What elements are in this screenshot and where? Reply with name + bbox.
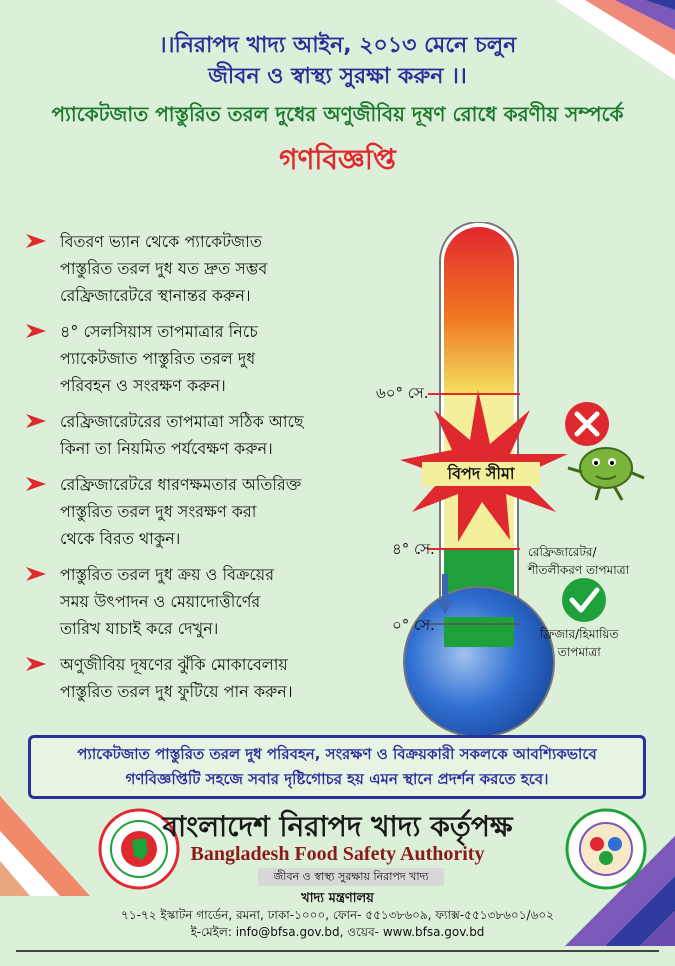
instruction-item [26,651,376,705]
instruction-line: ৪° সেলসিয়াস তাপমাত্রার নিচে [60,322,258,341]
ministry-name: খাদ্য মন্ত্রণালয় [301,891,374,906]
bullet-arrow-icon [26,477,46,491]
fridge-temp-label: রেফ্রিজারেটর/ শীতলীকরণ তাপমাত্রা [528,545,630,577]
instruction-line: পাস্তুরিত তরল দুধ ফুটিয়ে পান করুন। [60,682,293,701]
bullet-arrow-icon [26,657,46,671]
instruction-line: তারিখ যাচাই করে দেখুন। [60,619,219,638]
contact-line: ই-মেইল: info@bfsa.gov.bd, ওয়েব- www.bfsa.gov.bd [190,925,485,939]
instruction-line: থেকে বিরত থাকুন। [60,529,181,548]
instruction-line: রেফ্রিজারেটরে ধারণক্ষমতার অতিরিক্ত [60,475,302,494]
bullet-arrow-icon [26,234,46,248]
instruction-item [26,471,376,552]
instruction-line: প্যাকেটজাত পাস্তুরিত তরল দুধ [60,349,256,368]
bullet-arrow-icon [26,414,46,428]
instruction-line: পরিবহন ও সংরক্ষণ করুন। [60,376,226,395]
instruction-line: বিতরণ ভ্যান থেকে প্যাকেটজাত [60,232,262,251]
authority-name-english: Bangladesh Food Safety Authority [190,843,485,865]
danger-limit-label: বিপদ সীমা [422,462,540,486]
instruction-item [26,228,376,309]
notice-title: গণবিজ্ঞপ্তি [279,143,396,176]
slogan-line-2: জীবন ও স্বাস্থ্য সুরক্ষা করুন ।। [208,64,467,89]
instruction-list [26,228,376,714]
notice-subtitle: প্যাকেটজাত পাস্তুরিত তরল দুধের অণুজীবিয় দূষণ রোধে করণীয় সম্পর্কে [51,102,624,126]
instruction-line: সময় উৎপাদন ও মেয়াদোত্তীর্ণের [60,592,261,611]
instruction-line: অণুজীবিয় দূষণের ঝুঁকি মোকাবেলায় [60,655,288,674]
instruction-line: কিনা তা নিয়মিত পর্যবেক্ষণ করুন। [60,439,273,458]
bullet-arrow-icon [26,324,46,338]
slogan-line-1: ।।নিরাপদ খাদ্য আইন, ২০১৩ মেনে চলুন [158,33,517,58]
mark-4-label: ৪° সে. [392,540,435,558]
instruction-line: রেফ্রিজারেটরের তাপমাত্রা সঠিক আছে [60,412,304,431]
mark-60-label: ৬০° সে. [376,384,429,402]
instruction-line: পাস্তুরিত তরল দুধ ক্রয় ও বিক্রয়ের [60,565,275,584]
authority-name-bangla: বাংলাদেশ নিরাপদ খাদ্য কর্তৃপক্ষ [162,810,513,843]
display-notice-box: প্যাকেটজাত পাস্তুরিত তরল দুধ পরিবহন, সংরক্ষণ ও বিক্রয়কারী সকলকে আবশ্যিকভাবে গণবিজ্ঞপ্তিটি সহজে সবার দৃষ্টিগোচর হয় এমন স্থানে প্রদর্শন করতে হবে। [28,735,646,799]
mark-0-label: ০° সে. [392,616,435,634]
instruction-item [26,561,376,642]
address-line: ৭১-৭২ ইস্কাটন গার্ডেন, রমনা, ঢাকা-১০০০, ফোন- ৫৫১৩৮৬০৯, ফ্যাক্স-৫৫১৩৮৬০১/৬০২ [121,908,554,922]
instruction-line: রেফ্রিজারেটরে স্থানান্তর করুন। [60,286,251,305]
bullet-arrow-icon [26,567,46,581]
instruction-item [26,318,376,399]
instruction-line: পাস্তুরিত তরল দুধ সংরক্ষণ করা [60,502,257,521]
instruction-line: পাস্তুরিত তরল দুধ যত দ্রুত সম্ভব [60,259,268,278]
header [0,30,675,178]
authority-tagline: জীবন ও স্বাস্থ্য সুরক্ষায় নিরাপদ খাদ্য [258,868,444,886]
footer-divider [16,950,659,952]
freezer-temp-label: ফ্রিজার/হিমায়িত তাপমাত্রা [540,627,619,659]
instruction-item [26,408,376,462]
